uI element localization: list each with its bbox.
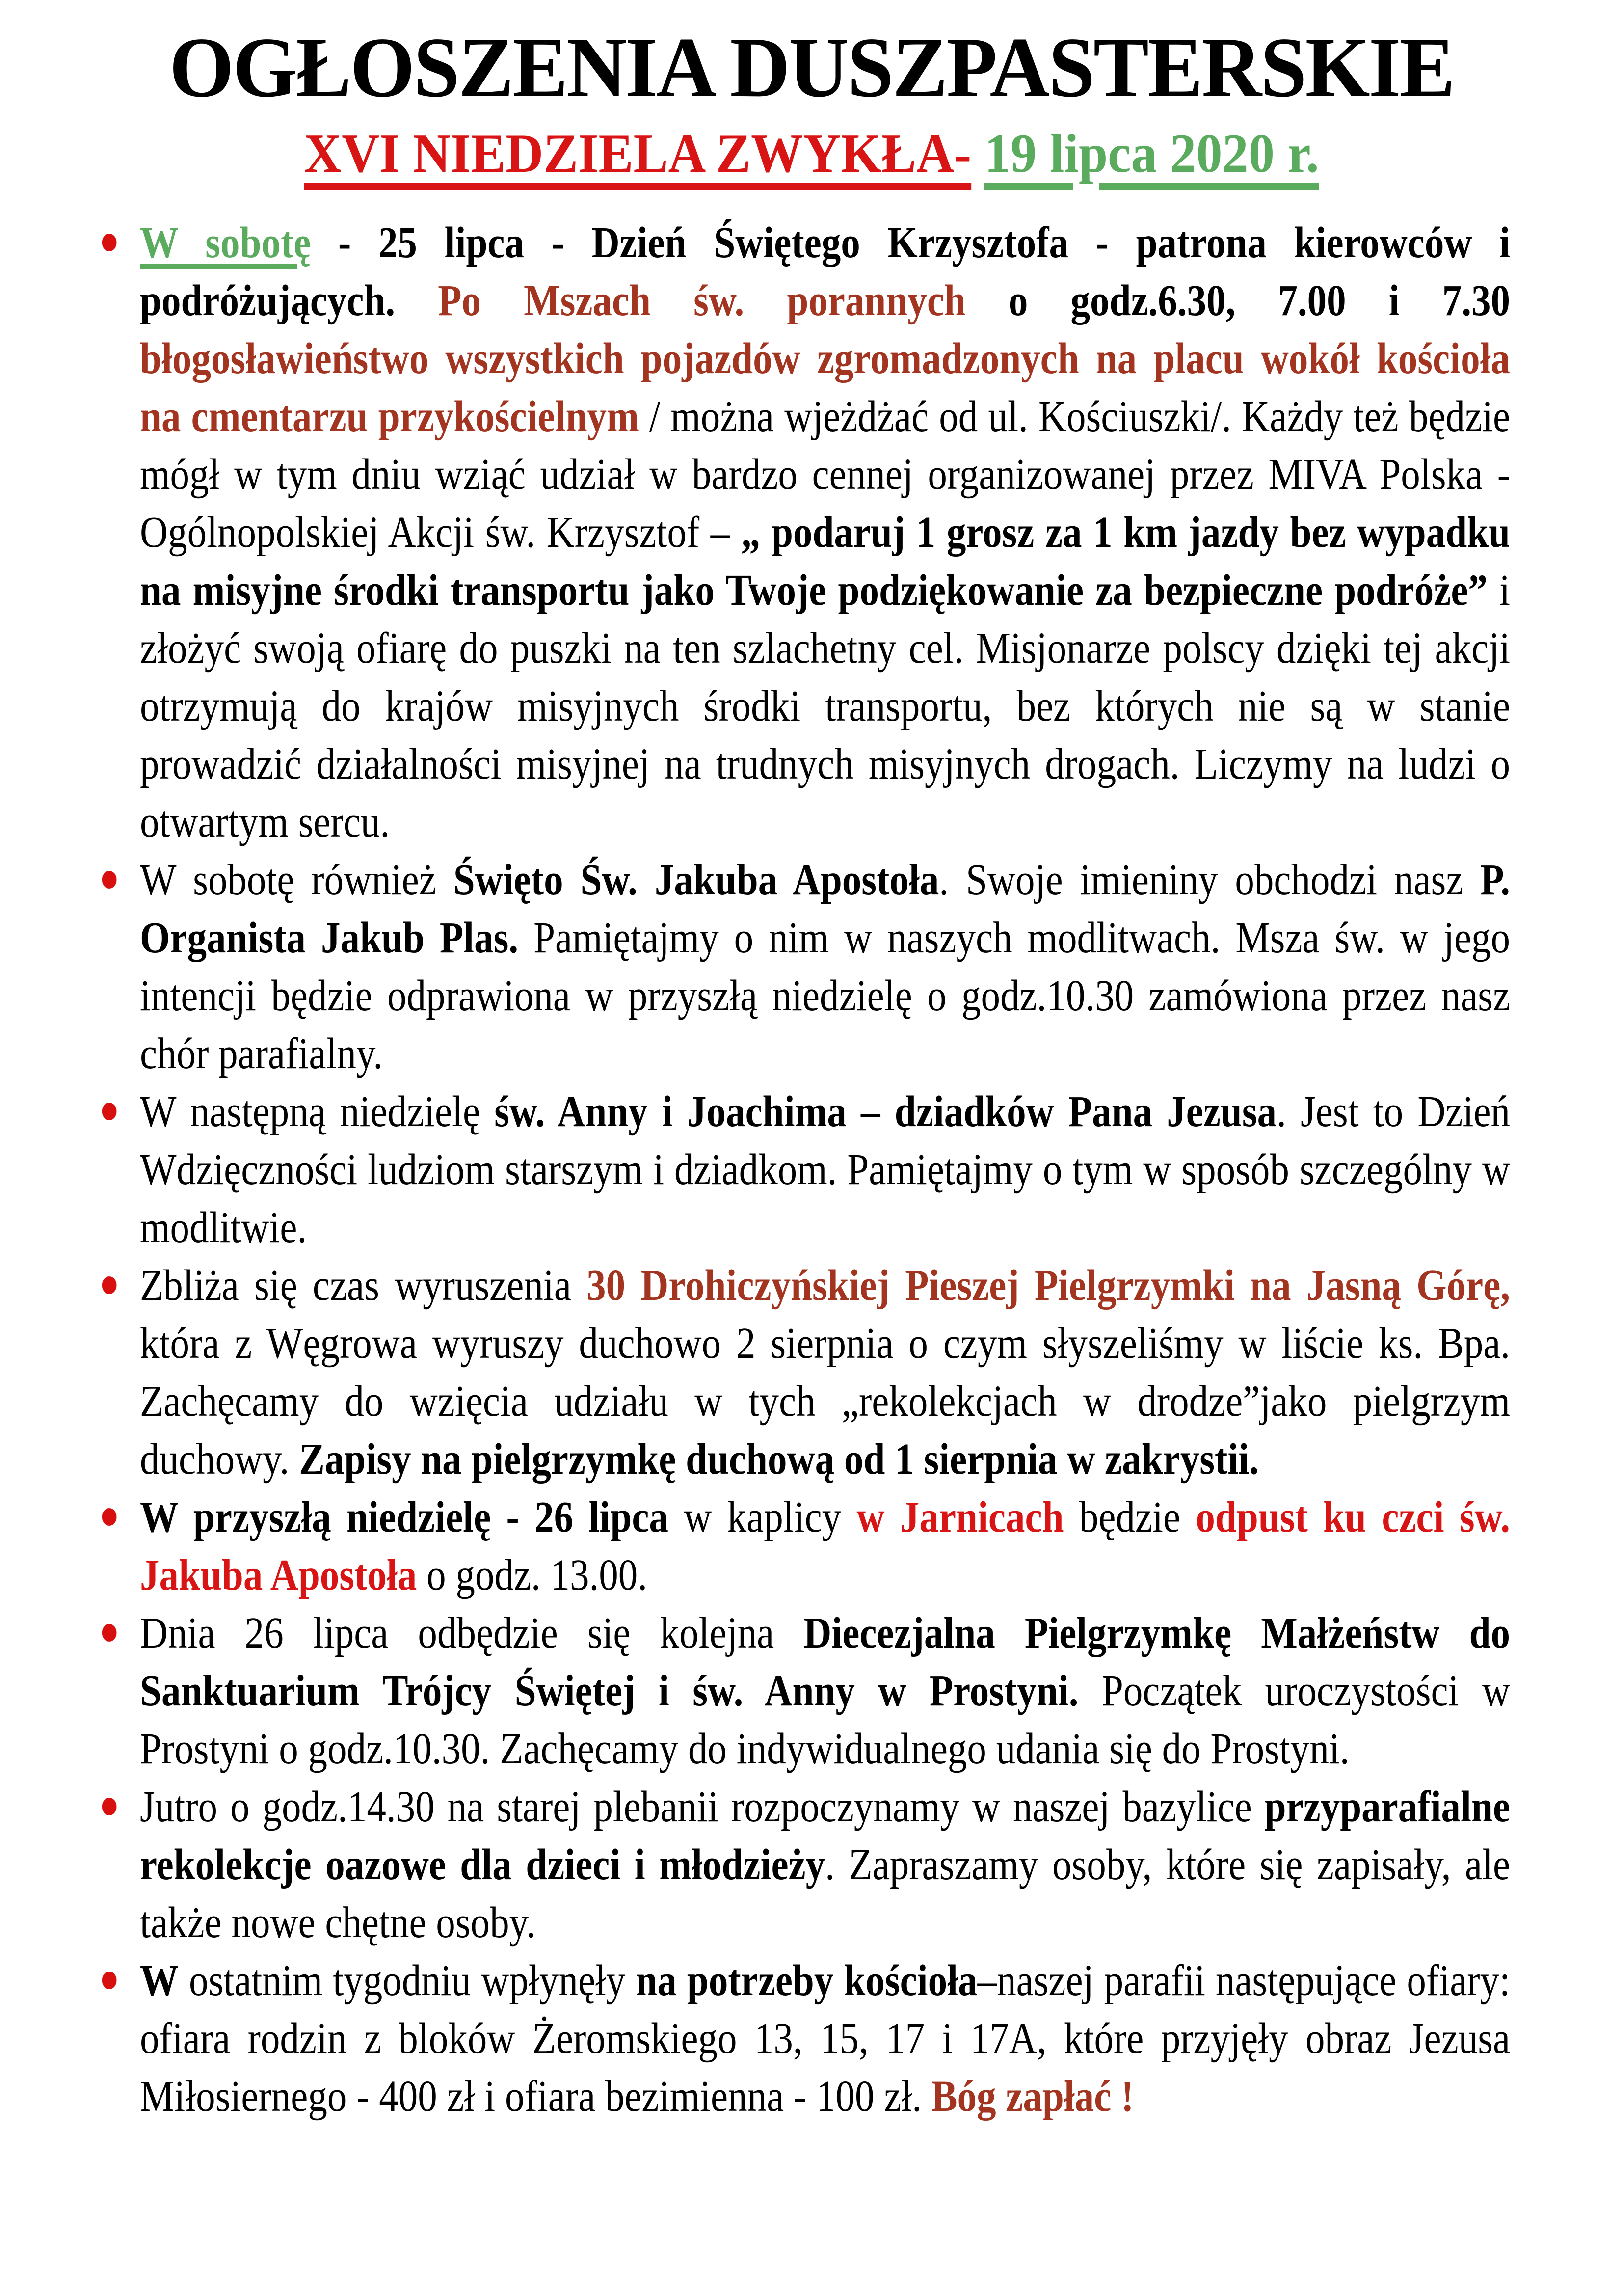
bullet-dot-icon bbox=[102, 1508, 117, 1526]
page-title: OGŁOSZENIA DUSZPASTERSKIE bbox=[169, 20, 1454, 115]
text-segment: błogosławieństwo wszystkich pojazdów zgromadzonych na placu wokół kościoła na cmentarzu przykościelnym bbox=[140, 334, 1511, 441]
bullet-dot-icon bbox=[102, 234, 117, 251]
text-segment: odpust ku czci św. Jakuba Apostoła bbox=[140, 1493, 1511, 1599]
text-segment: Po Mszach św. porannych bbox=[438, 276, 1009, 325]
announcement-item bbox=[140, 214, 1510, 851]
subtitle-sunday-name: XVI NIEDZIELA ZWYKŁA- bbox=[304, 123, 972, 184]
text-segment: Bóg zapłać ! bbox=[931, 2072, 1134, 2121]
announcement-item bbox=[140, 1488, 1510, 1604]
text-segment: W sobotę bbox=[140, 218, 311, 267]
text-segment: / można wjeżdżać od ul. Kościuszki/. Każdy też będzie mógł w tym dniu wziąć udział w bardzo cennej organizowanej przez MIVA Polska - Ogólnopolskiej Akcji św. Krzysztof – bbox=[140, 392, 1511, 557]
subtitle-date: 19 lipca 2020 r. bbox=[984, 123, 1319, 184]
text-segment: Święto Św. Jakuba Apostoła bbox=[453, 856, 939, 904]
text-segment: . Jest to Dzień Wdzięczności ludziom starszym i dziadkom. Pamiętajmy o tym w sposób szczególny w modlitwie. bbox=[140, 1087, 1511, 1252]
text-segment: Diecezjalna Pielgrzymkę Małżeństw do Sanktuarium Trójcy Świętej i św. Anny w Prostyni. bbox=[140, 1609, 1511, 1715]
bullet-dot-icon bbox=[102, 1624, 117, 1642]
text-segment: Początek uroczystości w Prostyni o godz.10.30. Zachęcamy do indywidualnego udania się do Prostyni. bbox=[140, 1667, 1511, 1773]
bullet-dot-icon bbox=[102, 1798, 117, 1815]
text-segment: 30 Drohiczyńskiej Pieszej Pielgrzymki na Jasną Górę, bbox=[586, 1261, 1511, 1310]
text-segment: i złożyć swoją ofiarę do puszki na ten szlachetny cel. Misjonarze polscy dzięki tej akcji otrzymują do krajów misyjnych środki transportu, bez których nie są w stanie prowadzić działalności misyjnej na trudnych misyjnych drogach. Liczymy na ludzi o otwartym sercu. bbox=[140, 566, 1511, 846]
text-segment: przyparafialne rekolekcje oazowe dla dzieci i młodzieży bbox=[140, 1783, 1511, 1889]
text-segment: Dnia 26 lipca odbędzie się kolejna bbox=[140, 1609, 804, 1657]
text-segment: W bbox=[140, 1956, 179, 2005]
text-segment: św. Anny i Joachima – dziadków Pana Jezusa bbox=[494, 1087, 1277, 1136]
bullet-dot-icon bbox=[102, 1103, 117, 1120]
text-segment: . Swoje imieniny obchodzi nasz bbox=[939, 856, 1481, 904]
announcement-item bbox=[140, 1952, 1510, 2126]
announcement-item bbox=[140, 1257, 1510, 1488]
text-segment: Zbliża się czas wyruszenia bbox=[140, 1261, 587, 1310]
text-segment: W sobotę również bbox=[140, 856, 453, 904]
text-segment: w Jarnicach bbox=[856, 1493, 1064, 1541]
bullet-dot-icon bbox=[102, 1276, 117, 1294]
announcement-item bbox=[140, 851, 1510, 1083]
bullet-dot-icon bbox=[102, 871, 117, 889]
text-segment: ostatnim tygodniu wpłynęły bbox=[179, 1956, 636, 2005]
text-segment: W następną niedzielę bbox=[140, 1087, 495, 1136]
text-segment: W przyszłą niedzielę - 26 lipca bbox=[140, 1493, 668, 1541]
text-segment: „ podaruj 1 grosz za 1 km jazdy bez wypadku na misyjne środki transportu jako Twoje podziękowanie za bezpieczne podróże” bbox=[140, 508, 1511, 615]
text-segment: na potrzeby kościoła bbox=[636, 1956, 978, 2005]
text-segment: . Zapraszamy osoby, które się zapisały, ale także nowe chętne osoby. bbox=[140, 1840, 1511, 1947]
text-segment: o godz.6.30, 7.00 i 7.30 bbox=[1008, 276, 1511, 325]
page-subtitle bbox=[41, 117, 1583, 190]
announcement-item bbox=[140, 1604, 1510, 1778]
text-segment: Jutro o godz.14.30 na starej plebanii rozpoczynamy w naszej bazylice bbox=[140, 1783, 1265, 1831]
bullet-dot-icon bbox=[102, 1972, 117, 1989]
announcements-content bbox=[140, 214, 1510, 2126]
text-segment: w kaplicy bbox=[668, 1493, 857, 1541]
text-segment: P. Organista Jakub Plas. bbox=[140, 856, 1511, 962]
announcement-item bbox=[140, 1083, 1510, 1257]
text-segment: o godz. 13.00. bbox=[417, 1551, 648, 1599]
text-segment: będzie bbox=[1064, 1493, 1196, 1541]
text-segment: która z Węgrowa wyruszy duchowo 2 sierpnia o czym słyszeliśmy w liście ks. Bpa. Zachęcamy do wzięcia udziału w tych „rekolekcjach w drodze”jako pielgrzym duchowy. bbox=[140, 1319, 1511, 1484]
text-segment: –naszej parafii następujące ofiary: ofiara rodzin z bloków Żeromskiego 13, 15, 17 i 17A, które przyjęły obraz Jezusa Miłosiernego - 400 zł i ofiara bezimienna - 100 zł. bbox=[140, 1956, 1511, 2121]
text-segment: Pamiętajmy o nim w naszych modlitwach. Msza św. w jego intencji będzie odprawiona w przyszłą niedzielę o godz.10.30 zamówiona przez nasz chór parafialny. bbox=[140, 914, 1511, 1078]
text-segment: - 25 lipca - Dzień Świętego Krzysztofa - patrona kierowców i podróżujących. bbox=[140, 218, 1511, 325]
announcement-list bbox=[140, 214, 1510, 2126]
announcement-item bbox=[140, 1778, 1510, 1952]
text-segment: Zapisy na pielgrzymkę duchową od 1 sierpnia w zakrystii. bbox=[299, 1435, 1259, 1484]
